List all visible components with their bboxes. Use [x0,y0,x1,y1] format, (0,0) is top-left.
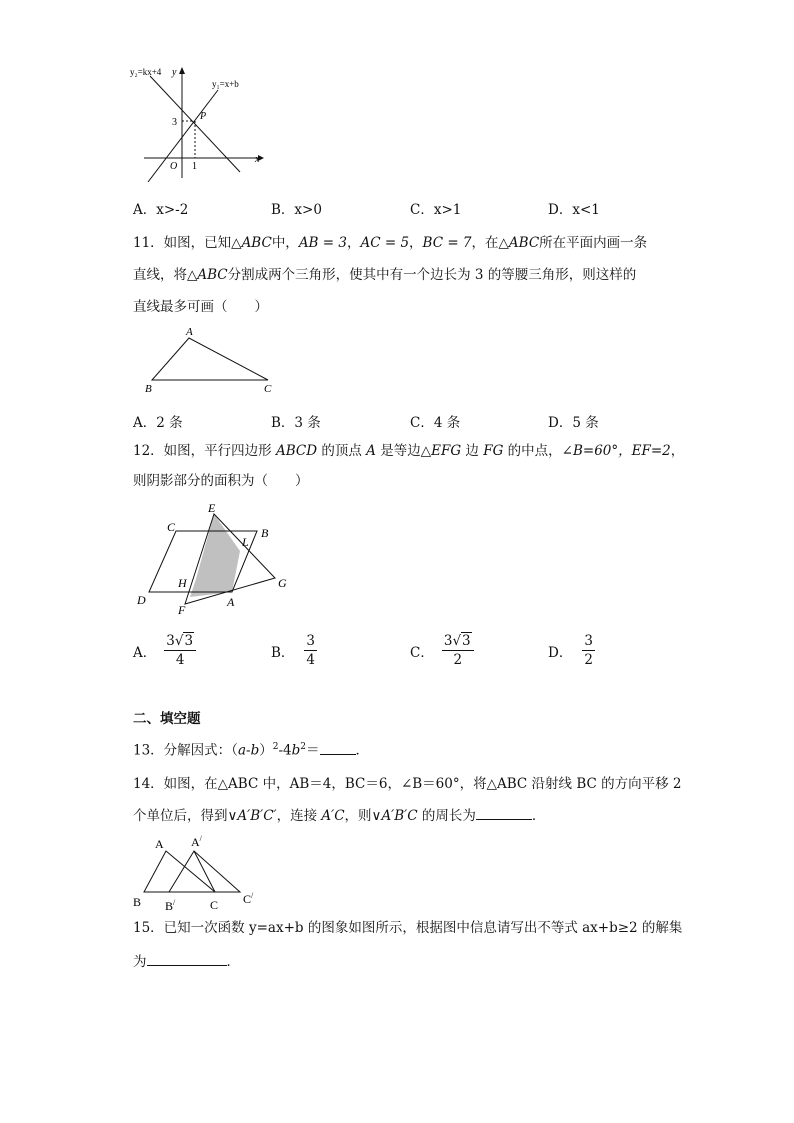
q12-line2: 则阴影部分的面积为（ ） [133,473,309,489]
q14-line1: 14．如图，在△ABC 中，AB＝4，BC＝6，∠B＝60°，将△ABC 沿射线 BC 的方向平移 2 [133,776,682,792]
y-axis-arrow [179,67,185,74]
q15-line1: 15．已知一次函数 y=ax+b 的图象如图所示，根据图中信息请写出不等式 ax+b≥2 的解集 [133,920,683,936]
q11-option-b[interactable]: B．3 条 [271,415,321,431]
q11-option-d[interactable]: D．5 条 [548,415,599,431]
fraction: $\frac{3}{4}$ [306,633,316,668]
label-l: L [242,535,249,549]
q10-option-c[interactable]: C．x>1 [410,202,462,218]
q10-graph [128,62,268,182]
q13-text: 13．分解因式：$(a-b)^2-4b^2=$ ． [133,737,369,761]
label-a-prime: A/ [191,834,202,849]
q14-translation-figure [128,830,278,910]
triangle-abc [152,338,268,380]
q11-line2: 直线，将△ABC分割成两个三角形，使其中有一个边长为 3 的等腰三角形，则这样的 [133,267,637,283]
vertex-b-label: B [145,383,152,395]
vertex-a-label: A [186,326,193,338]
q11-option-a[interactable]: A．2 条 [133,415,183,431]
fraction: $\frac{3}{2}$ [584,633,593,668]
label-h: H [178,576,187,590]
q12-line1: 12．如图，平行四边形 ABCD 的顶点 A 是等边△EFG 边 FG 的中点，∠B=60°，EF=2， [133,443,685,459]
label-a: A [227,595,235,609]
q12-option-b[interactable]: B． $\frac{3}{4}$ [271,633,316,668]
label-b: B [261,526,269,540]
answer-blank[interactable] [147,951,227,966]
label-g: G [278,576,287,590]
answer-blank[interactable] [320,740,356,755]
one-label: 1 [192,161,197,172]
origin-label: O [170,161,178,172]
shaded-region [190,514,240,597]
vertex-c-label: C [264,383,272,395]
q10-option-a[interactable]: A．x>-2 [133,202,189,218]
q10-option-d[interactable]: D．x<1 [548,202,600,218]
segment-a-prime-c [194,851,215,892]
q15-line2: 为 ． [133,951,240,972]
q11-line3: 直线最多可画（ ） [133,299,268,315]
fraction: $\frac{3√3}{4}$ [164,632,196,669]
label-f: F [178,603,186,617]
label-c-prime: C/ [243,891,254,906]
label-b: B [133,895,142,909]
y-axis-label: y [172,67,177,78]
q11-triangle-figure [140,322,285,397]
label-c: C [210,898,219,910]
q12-option-a[interactable]: A． $\frac{3√3}{4}$ [133,632,196,669]
label-e: E [208,501,216,515]
x-axis-label: x [255,154,260,165]
section-title-fill-blank: 二、填空题 [133,711,201,727]
three-label: 3 [172,117,177,128]
y2-label: y₂=kx+4 [130,67,162,77]
q14-line2: 个单位后，得到∨A′B′C′，连接 A′C，则∨A′B′C 的周长为 ． [133,805,545,826]
q12-option-d[interactable]: D． $\frac{3}{2}$ [548,633,593,668]
line-y1 [148,90,218,182]
label-c: C [167,520,176,534]
q11-line1: 11．如图，已知△ABC中，AB = 3，AC = 5，BC = 7，在△ABC所在平面内画一条 [133,235,648,251]
label-d: D [137,593,146,607]
answer-blank[interactable] [476,805,532,820]
q12-parallelogram-figure [130,498,300,618]
q10-option-b[interactable]: B．x>0 [271,202,322,218]
fraction: $\frac{3√3}{2}$ [442,632,474,669]
label-a: A [155,837,164,851]
y1-label: y₁=x+b [212,79,239,89]
label-b-prime: B/ [165,898,176,910]
q11-option-c[interactable]: C．4 条 [410,415,461,431]
p-label: P [200,111,207,122]
q12-option-c[interactable]: C． $\frac{3√3}{2}$ [410,632,474,669]
